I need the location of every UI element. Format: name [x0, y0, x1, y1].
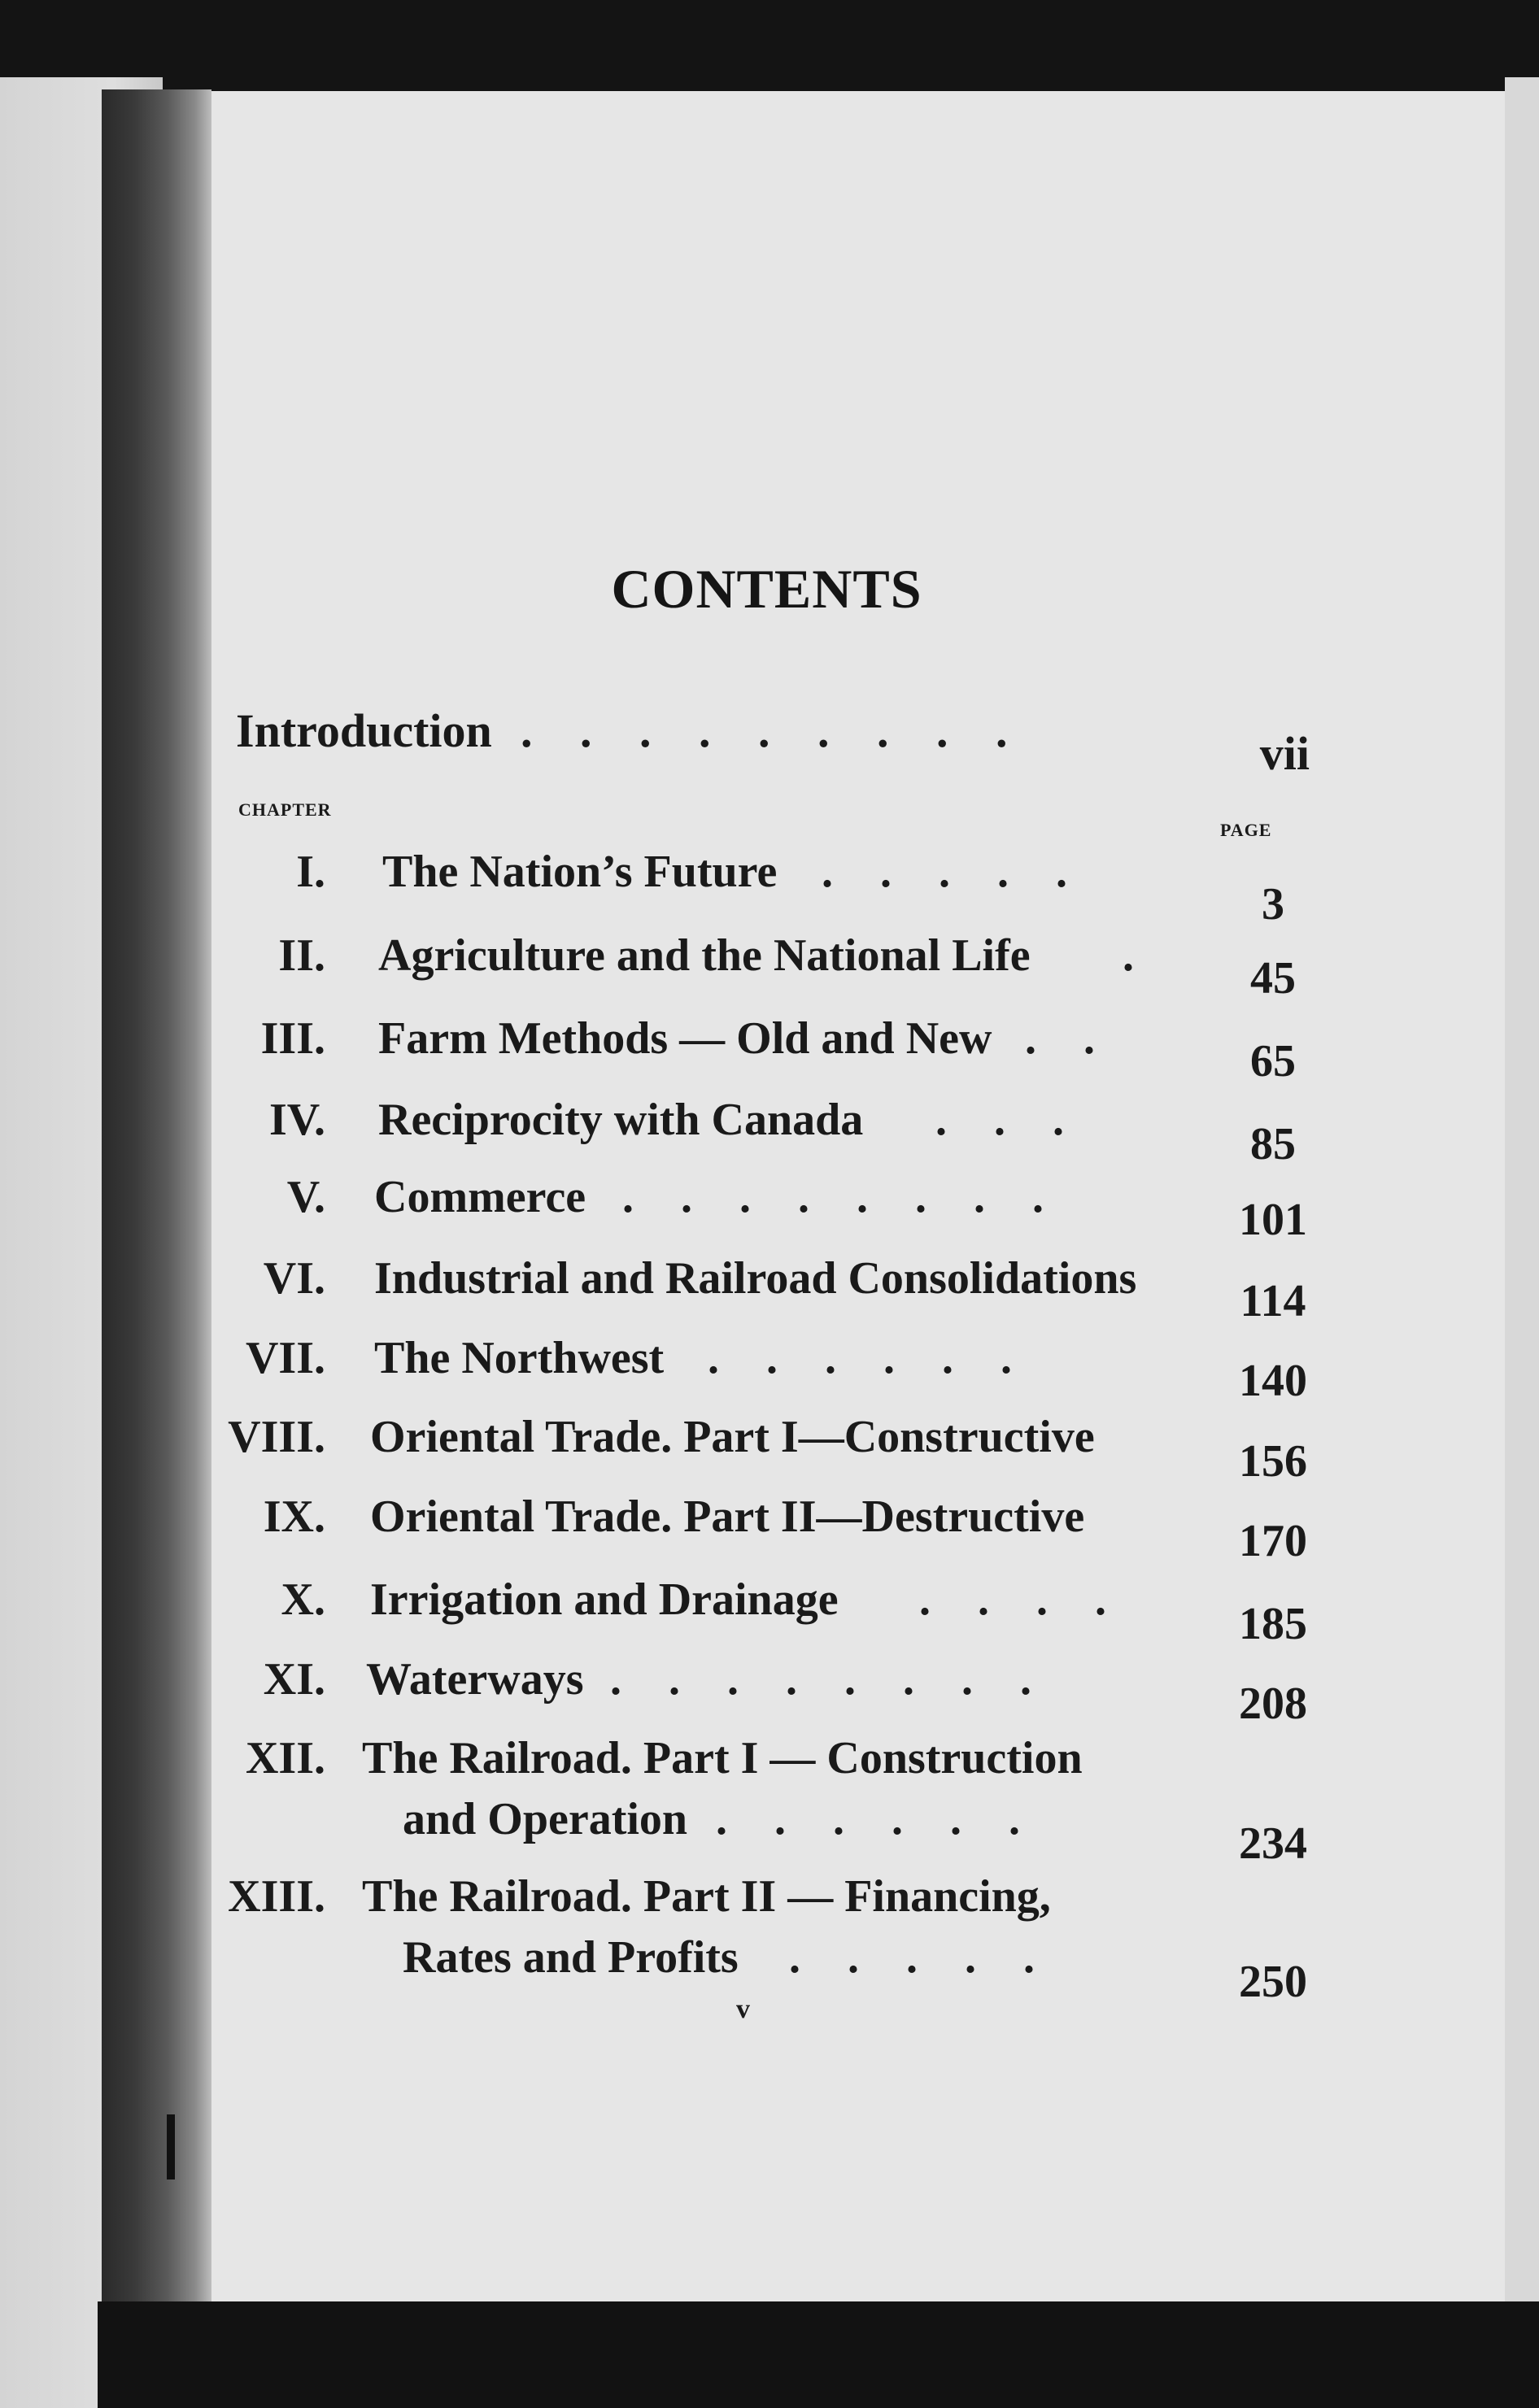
- chapter-title: The Railroad. Part I — Construction: [362, 1733, 1083, 1783]
- toc-entry-introduction: [236, 703, 1310, 780]
- chapter-number: V.: [286, 1172, 325, 1222]
- chapter-page: 208: [1239, 1679, 1307, 1729]
- chapter-number: III.: [260, 1013, 325, 1064]
- toc-entry-title: Introduction: [236, 704, 492, 757]
- chapter-page: 156: [1239, 1436, 1307, 1487]
- chapter-title-continued: and Operation: [403, 1794, 688, 1844]
- toc-leader-dots: . . . . .: [789, 1932, 1053, 1983]
- chapter-title: Commerce: [374, 1172, 586, 1222]
- toc-leader-dots: . . . . . . . . .: [521, 704, 1026, 757]
- chapter-number: I.: [296, 847, 325, 897]
- column-label-page: PAGE: [1220, 820, 1272, 840]
- chapter-number: IV.: [268, 1095, 325, 1145]
- chapter-title: Oriental Trade. Part I—Constructive: [370, 1412, 1095, 1462]
- chapter-page: 45: [1250, 953, 1296, 1004]
- chapter-number: XI.: [263, 1654, 325, 1705]
- scan-bottom-border: [98, 2301, 1539, 2408]
- chapter-number: VIII.: [228, 1412, 325, 1462]
- chapter-number: VI.: [263, 1253, 325, 1304]
- chapter-title: Industrial and Railroad Consolidations: [374, 1253, 1137, 1304]
- chapter-number: II.: [278, 930, 325, 981]
- chapter-page: 114: [1240, 1276, 1306, 1326]
- toc-leader-dots: . .: [1025, 1013, 1113, 1064]
- chapter-number: VII.: [245, 1333, 325, 1383]
- chapter-title-continued: Rates and Profits: [403, 1932, 739, 1983]
- page-number: v: [736, 1994, 750, 2024]
- toc-leader-dots: . . . . . .: [708, 1333, 1030, 1383]
- chapter-page: 185: [1239, 1599, 1307, 1649]
- chapter-page: 3: [1262, 879, 1284, 930]
- page-title: CONTENTS: [611, 558, 922, 620]
- chapter-title: Waterways: [366, 1654, 584, 1705]
- chapter-title: Irrigation and Drainage: [370, 1574, 839, 1625]
- toc-leader-dots: . . .: [935, 1095, 1082, 1145]
- toc-leader-dots: . . . . . .: [716, 1794, 1038, 1844]
- chapter-page: 234: [1239, 1818, 1307, 1869]
- chapter-number: XIII.: [228, 1871, 325, 1922]
- page-edge-mark: [167, 2114, 175, 2179]
- chapter-page: 101: [1239, 1195, 1307, 1245]
- chapter-title: The Northwest: [374, 1333, 665, 1383]
- chapter-title: The Railroad. Part II — Financing,: [362, 1871, 1051, 1922]
- chapter-page: 65: [1250, 1036, 1296, 1086]
- toc-leader-dots: . . . .: [919, 1574, 1124, 1625]
- chapter-title: Farm Methods — Old and New: [378, 1013, 992, 1064]
- toc-leader-dots: . . . . .: [822, 847, 1085, 897]
- toc-leader-dots: . . . . . . . .: [622, 1172, 1062, 1222]
- chapter-number: IX.: [263, 1491, 325, 1542]
- chapter-page: 170: [1239, 1516, 1307, 1566]
- chapter-page: 85: [1250, 1119, 1296, 1169]
- column-label-chapter: CHAPTER: [238, 799, 332, 820]
- toc-leader-dots: .: [1123, 930, 1152, 981]
- chapter-title: The Nation’s Future: [382, 847, 778, 897]
- chapter-number: X.: [281, 1574, 325, 1625]
- toc-entry-page: vii: [1259, 727, 1310, 780]
- chapter-page: 250: [1239, 1957, 1307, 2007]
- chapter-number: XII.: [245, 1733, 325, 1783]
- scan-background-right: [1505, 77, 1539, 2301]
- chapter-title: Agriculture and the National Life: [378, 930, 1031, 981]
- chapter-title: Reciprocity with Canada: [378, 1095, 864, 1145]
- chapter-title: Oriental Trade. Part II—Destructive: [370, 1491, 1085, 1542]
- toc-leader-dots: . . . . . . . .: [610, 1654, 1049, 1705]
- chapter-page: 140: [1239, 1356, 1307, 1406]
